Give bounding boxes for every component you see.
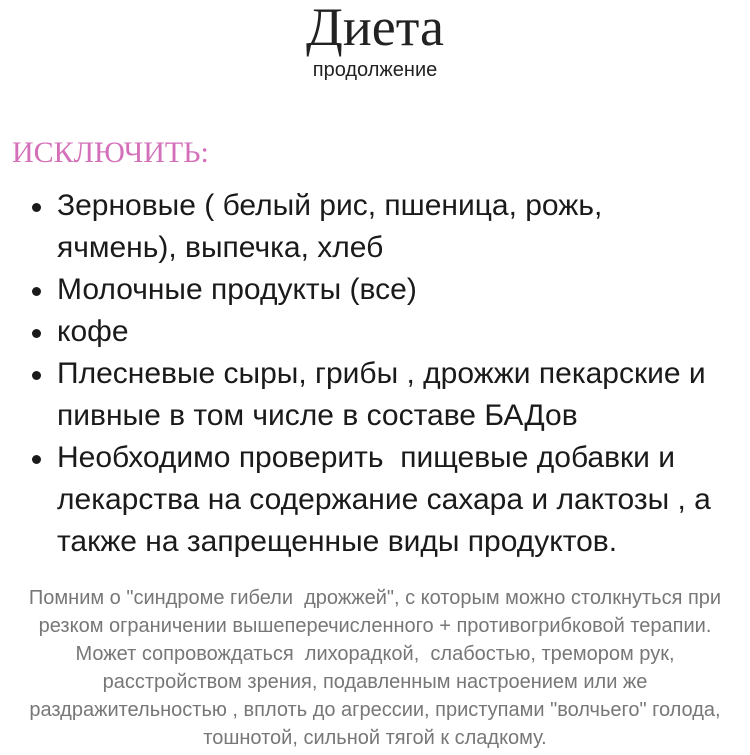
list-item <box>0 353 729 437</box>
bullet-icon <box>32 455 41 464</box>
exclude-heading: ИСКЛЮЧИТЬ: <box>12 136 209 169</box>
bullet-icon <box>32 287 41 296</box>
bullet-icon <box>32 329 41 338</box>
list-item <box>0 437 729 563</box>
page-title: Диета <box>306 0 444 57</box>
bullet-icon <box>32 371 41 380</box>
list-item <box>0 185 729 269</box>
footnote-paragraph: Помним о "синдроме гибели дрожжей", с которым можно столкнуться при резком ограничении вышеперечисленного + противогрибковой терапии. Может сопровождаться лихорадкой, слабостью, тремором рук, расстройством зрения, подавленным настроением или же раздражительностью , вплоть до агрессии, приступами "волчьего" голода, тошнотой, сильной тягой к сладкому. <box>28 587 727 749</box>
exclude-list <box>0 185 750 563</box>
list-item-text: Плесневые сыры, грибы , дрожжи пекарские и пивные в том числе в составе БАДов <box>57 357 714 432</box>
list-item-text: Молочные продукты (все) <box>57 273 417 306</box>
page-subtitle: продолжение <box>312 59 438 81</box>
list-item-text: Зерновые ( белый рис, пшеница, рожь, ячмень), выпечка, хлеб <box>57 189 611 264</box>
bullet-icon <box>32 203 41 212</box>
list-item-text: кофе <box>57 315 129 348</box>
list-item <box>0 269 729 311</box>
list-item-text: Необходимо проверить пищевые добавки и лекарства на содержание сахара и лактозы , а также на запрещенные виды продуктов. <box>57 441 720 558</box>
list-item <box>0 311 729 353</box>
